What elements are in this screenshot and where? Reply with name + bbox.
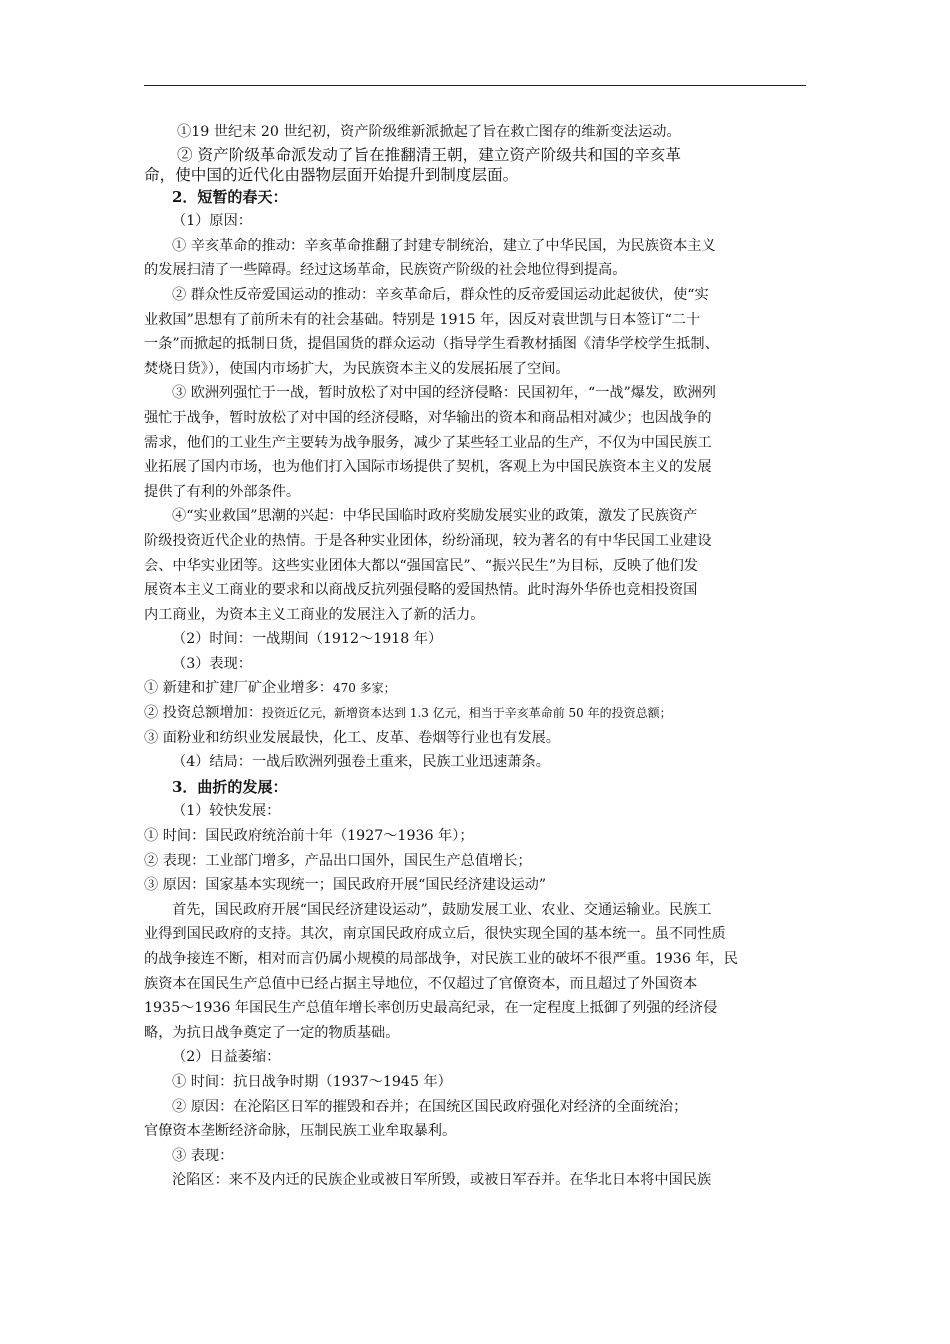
list-item: ③ 表现： bbox=[172, 1147, 234, 1164]
paragraph-line: 族资本在国民生产总值中已经占据主导地位，不仅超过了官僚资本，而且超过了外国资本 bbox=[144, 975, 698, 992]
paragraph-line: 展资本主义工商业的要求和以商战反抗列强侵略的爱国热情。此时海外华侨也竞相投资国 bbox=[144, 582, 698, 599]
paragraph-line: ③ 欧洲列强忙于一战，暂时放松了对中国的经济侵略：民国初年，“一战”爆发，欧洲列 bbox=[172, 385, 716, 402]
list-item: ③ 面粉业和纺织业发展最快，化工、皮革、卷烟等行业也有发展。 bbox=[144, 729, 560, 746]
paragraph-line: 沦陷区：来不及内迁的民族企业或被日军所毁，或被日军吞并。在华北日本将中国民族 bbox=[172, 1172, 712, 1189]
subheading: （2）日益萎缩： bbox=[172, 1049, 281, 1066]
paragraph-line: 的发展扫清了一些障碍。经过这场革命，民族资产阶级的社会地位得到提高。 bbox=[144, 262, 627, 279]
intro-line: 命，使中国的近代化由器物层面开始提升到制度层面。 bbox=[144, 165, 519, 184]
paragraph-line: 强忙于战争，暂时放松了对中国的经济侵略，对华输出的资本和商品相对减少；也因战争的 bbox=[144, 409, 712, 426]
subheading: （2）时间：一战期间（1912～1918 年） bbox=[172, 631, 443, 648]
paragraph-line: ④“实业救国”思潮的兴起：中华民国临时政府奖励发展实业的政策，激发了民族资产 bbox=[172, 508, 698, 525]
paragraph-line: 焚烧日货》），使国内市场扩大，为民族资本主义的发展拓展了空间。 bbox=[144, 360, 570, 377]
subheading: （1）较快发展： bbox=[172, 803, 281, 820]
paragraph-line: 略，为抗日战争奠定了一定的物质基础。 bbox=[144, 1024, 400, 1041]
paragraph-line: 官僚资本垄断经济命脉，压制民族工业牟取暴利。 bbox=[144, 1123, 457, 1140]
paragraph-line: 阶级投资近代企业的热情。于是各种实业团体，纷纷涌现，较为著名的有中华民国工业建设 bbox=[144, 532, 712, 549]
paragraph-line: 内工商业，为资本主义工商业的发展注入了新的活力。 bbox=[144, 606, 485, 623]
paragraph-line: 业救国”思想有了前所未有的社会基础。特别是 1915 年，因反对袁世凯与日本签订“二十 bbox=[144, 311, 701, 328]
list-item bbox=[144, 701, 806, 726]
paragraph-line: 会、中华实业团等。这些实业团体大都以“强国富民”、“振兴民生”为目标，反映了他们发 bbox=[144, 557, 698, 574]
list-item-lead: ② 投资总额增加： bbox=[144, 705, 263, 722]
paragraph-line: 的战争接连不断，相对而言仍属小规模的局部战争，对民族工业的破坏不很严重。1936 年，民 bbox=[144, 951, 738, 967]
list-item-lead: ① 新建和扩建厂矿企业增多： bbox=[144, 680, 333, 697]
document-body bbox=[144, 120, 806, 1193]
list-item: ② 原因：在沦陷区日军的摧毁和吞并；在国统区国民政府强化对经济的全面统治； bbox=[172, 1098, 688, 1115]
paragraph-line: ① 辛亥革命的推动：辛亥革命推翻了封建专制统治，建立了中华民国，为民族资本主义 bbox=[172, 237, 716, 254]
list-item: ② 表现：工业部门增多，产品出口国外，国民生产总值增长； bbox=[144, 852, 532, 869]
paragraph-line: 提供了有利的外部条件。 bbox=[144, 483, 301, 500]
paragraph-line: 需求，他们的工业生产主要转为战争服务，减少了某些轻工业品的生产，不仅为中国民族工 bbox=[144, 434, 712, 451]
intro-line: ② 资产阶级革命派发动了旨在推翻清王朝，建立资产阶级共和国的辛亥革 bbox=[177, 145, 681, 164]
subheading: （1）原因： bbox=[172, 213, 252, 230]
list-item: ① 时间：国民政府统治前十年（1927～1936 年）； bbox=[144, 828, 474, 845]
list-item: ③ 原因：国家基本实现统一；国民政府开展“国民经济建设运动” bbox=[144, 877, 547, 894]
paragraph-line: 一条”而掀起的抵制日货，提倡国货的群众运动（指导学生看教材插图《清华学校学生抵制、 bbox=[144, 336, 719, 353]
list-item bbox=[144, 676, 806, 701]
list-item-detail: 投资近亿元，新增资本达到 1.3 亿元，相当于辛亥革命前 50 年的投资总额； bbox=[262, 706, 672, 721]
section-heading: 2．短暂的春天： bbox=[172, 187, 288, 206]
header-rule bbox=[144, 85, 806, 86]
list-item-detail: 470 多家； bbox=[332, 681, 396, 696]
list-item: ① 时间：抗日战争时期（1937～1945 年） bbox=[172, 1073, 452, 1090]
paragraph-line: 业得到国民政府的支持。其次，南京国民政府成立后，很快实现全国的基本统一。虽不同性质 bbox=[144, 926, 726, 943]
section-heading: 3．曲折的发展： bbox=[172, 777, 288, 796]
subheading: （4）结局：一战后欧洲列强卷土重来，民族工业迅速萧条。 bbox=[172, 754, 550, 771]
paragraph-line: 首先，国民政府开展“国民经济建设运动”，鼓励发展工业、农业、交通运输业。民族工 bbox=[172, 901, 712, 918]
paragraph-line: 1935～1936 年国民生产总值年增长率创历史最高纪录，在一定程度上抵御了列强的经济侵 bbox=[144, 1000, 718, 1017]
paragraph-line: 业拓展了国内市场，也为他们打入国际市场提供了契机，客观上为中国民族资本主义的发展 bbox=[144, 459, 712, 476]
subheading: （3）表现： bbox=[172, 655, 252, 672]
intro-line: ①19 世纪末 20 世纪初，资产阶级维新派掀起了旨在救亡图存的维新变法运动。 bbox=[177, 124, 681, 140]
paragraph-line: ② 群众性反帝爱国运动的推动：辛亥革命后，群众性的反帝爱国运动此起彼伏，使“实 bbox=[172, 286, 709, 303]
